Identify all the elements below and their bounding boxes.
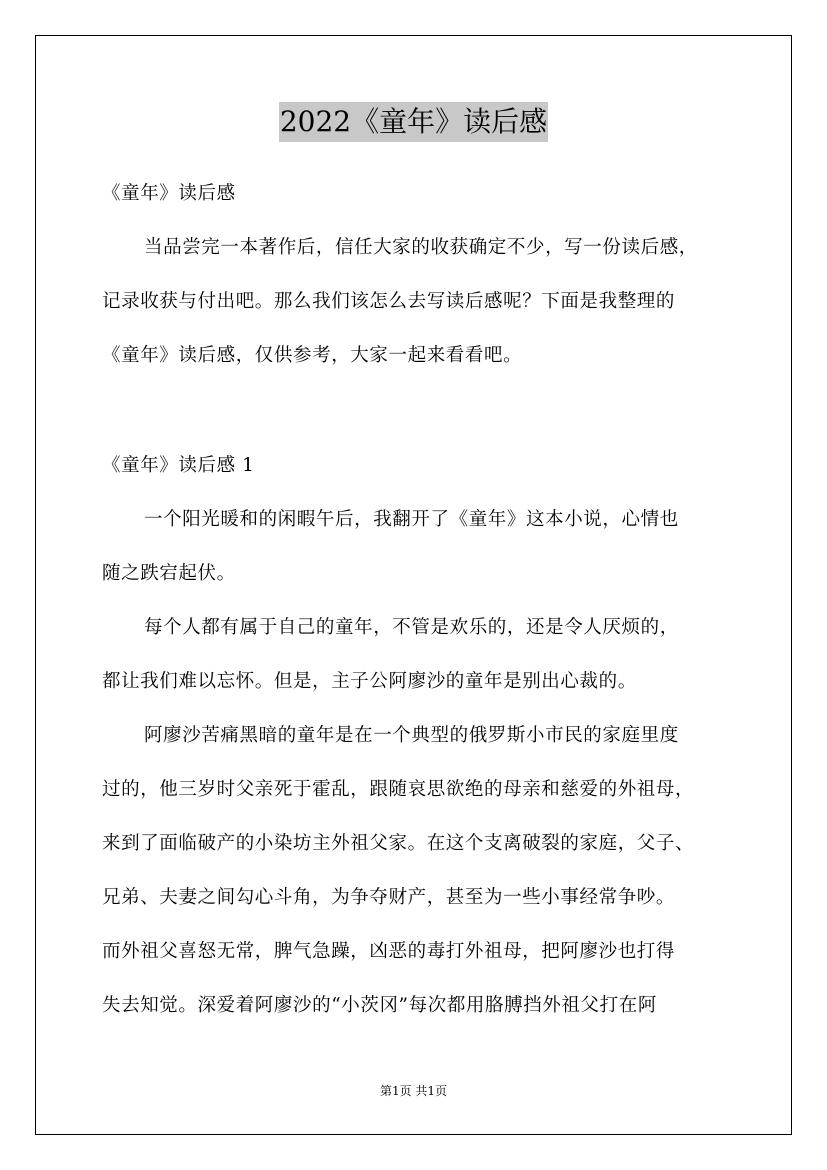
- body-line: 一个阳光暖和的闲暇午后，我翻开了《童年》这本小说，心情也: [144, 509, 679, 530]
- body-line: 来到了面临破产的小染坊主外祖父家。在这个支离破裂的家庭，父子、: [102, 833, 695, 854]
- page-number: 第1页 共1页: [379, 1084, 448, 1098]
- body-line: 兄弟、夫妻之间勾心斗角，为争夺财产，甚至为一些小事经常争吵。: [102, 887, 676, 908]
- body-line: 过的，他三岁时父亲死于霍乱，跟随哀思欲绝的母亲和慈爱的外祖母，: [102, 779, 695, 800]
- body-line: 都让我们难以忘怀。但是，主子公阿廖沙的童年是别出心裁的。: [102, 671, 637, 692]
- body-line: 失去知觉。深爱着阿廖沙的“小茨冈”每次都用胳膊挡外祖父打在阿: [102, 995, 657, 1016]
- intro-line: 当品尝完一本著作后，信任大家的收获确定不少，写一份读后感，: [144, 237, 698, 258]
- intro-line: 《童年》读后感，仅供参考，大家一起来看看吧。: [102, 345, 523, 366]
- body-line: 随之跌宕起伏。: [102, 563, 236, 584]
- title-container: [0, 102, 827, 142]
- body-line: 阿廖沙苦痛黑暗的童年是在一个典型的俄罗斯小市民的家庭里度: [144, 725, 679, 746]
- document-heading: 《童年》读后感: [102, 183, 236, 204]
- document-title: 2022《童年》读后感: [279, 102, 548, 142]
- body-line: 每个人都有属于自己的童年，不管是欢乐的，还是令人厌烦的，: [144, 617, 679, 638]
- body-line: 而外祖父喜怒无常，脾气急躁，凶恶的毒打外祖母，把阿廖沙也打得: [102, 941, 676, 962]
- section-heading: 《童年》读后感 1: [102, 455, 255, 476]
- intro-line: 记录收获与付出吧。那么我们该怎么去写读后感呢？下面是我整理的: [102, 291, 676, 312]
